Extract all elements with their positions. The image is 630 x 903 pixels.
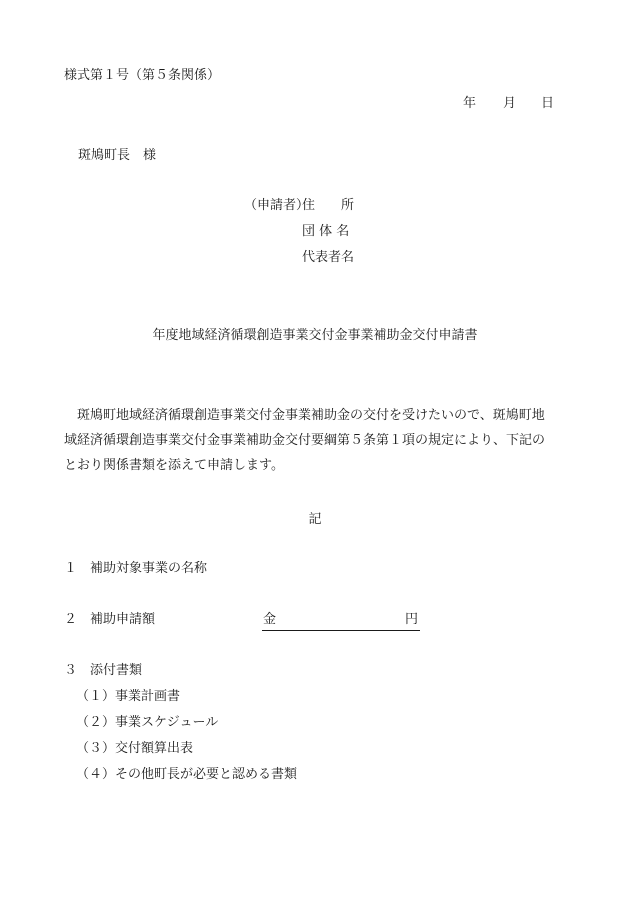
attachment-item: （３）交付額算出表 (76, 741, 194, 756)
addressee: 斑鳩町長 様 (78, 148, 157, 163)
document-title: 年度地域経済循環創造事業交付金事業補助金交付申請書 (152, 328, 478, 343)
item-attachments: ３ 添付書類 (64, 663, 143, 678)
item-requested-amount: ２ 補助申請額 (64, 612, 156, 627)
address-field-label: 住 所 (302, 198, 355, 213)
date-day-label: 日 (541, 96, 555, 111)
applicant-label: （申請者） (244, 198, 310, 213)
attachment-item: （１）事業計画書 (76, 689, 181, 704)
representative-field-label: 代表者名 (302, 250, 355, 265)
group-name-field-label: 団 体 名 (302, 224, 350, 239)
amount-prefix: 金 (263, 612, 277, 627)
attachment-item: （４）その他町長が必要と認める書類 (76, 767, 298, 782)
ki-heading: 記 (308, 512, 322, 527)
amount-suffix: 円 (404, 612, 418, 627)
date-month-label: 月 (503, 96, 517, 111)
item-project-name: １ 補助対象事業の名称 (64, 561, 208, 576)
attachment-item: （２）事業スケジュール (76, 715, 219, 730)
body-paragraph: 斑鳩町地域経済循環創造事業交付金事業補助金の交付を受けたいので、斑鳩町地域経済循環創造事業交付金事業補助金交付要綱第５条第１項の規定により、下記のとおり関係書類を添えて申請します。 (64, 408, 546, 473)
amount-blank (262, 612, 420, 631)
date-year-label: 年 (463, 96, 477, 111)
form-number: 様式第１号（第５条関係） (64, 68, 221, 83)
